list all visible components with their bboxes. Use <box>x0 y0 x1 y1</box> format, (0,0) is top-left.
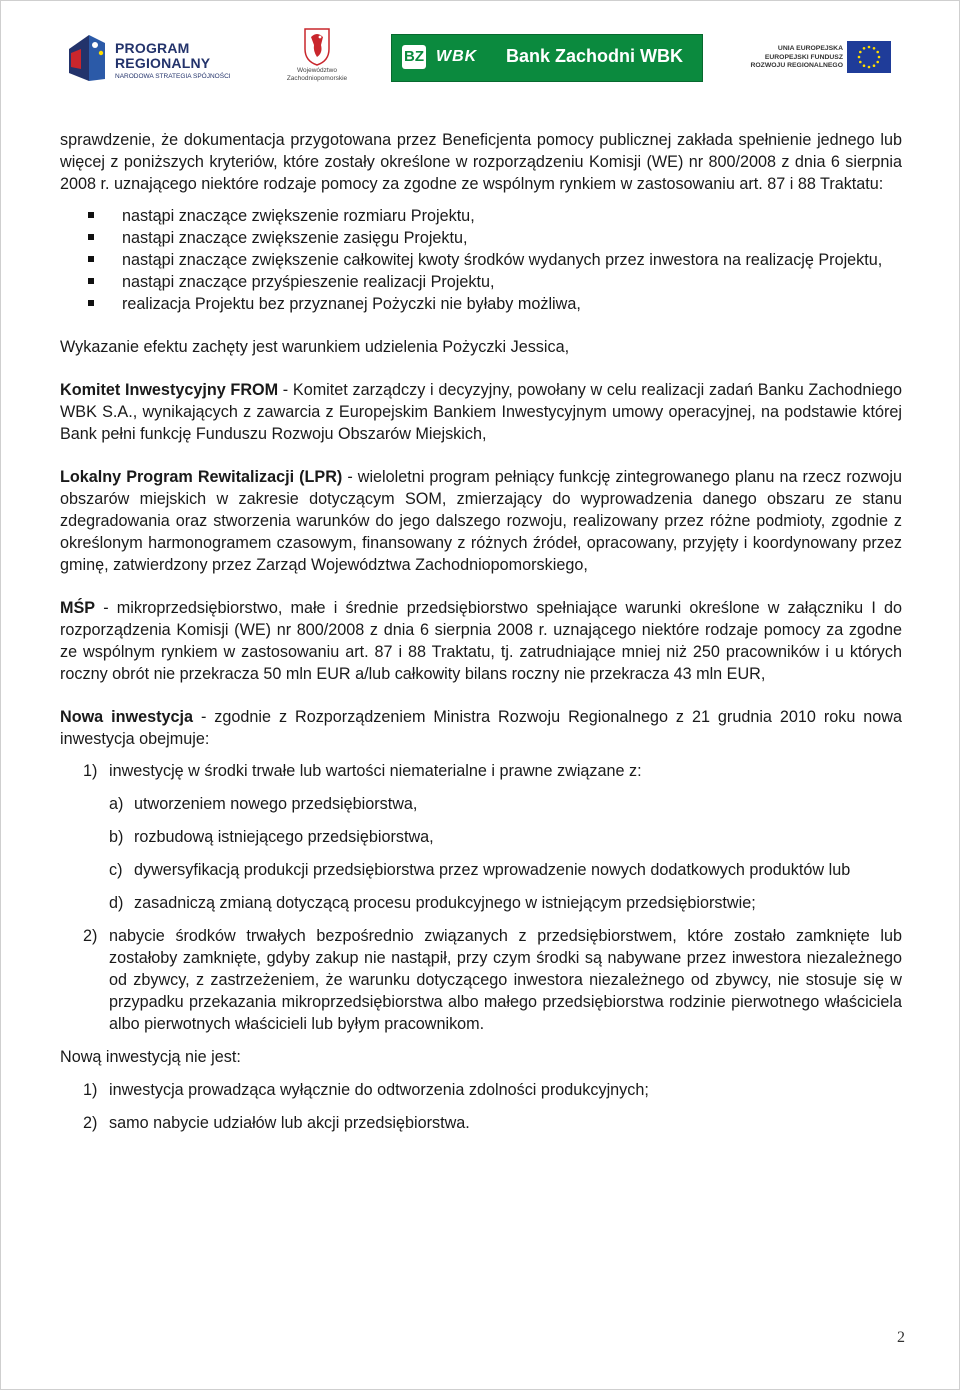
komitet-term: Komitet Inwestycyjny FROM <box>60 381 279 399</box>
incentive-paragraph: Wykazanie efektu zachęty jest warunkiem udzielenia Pożyczki Jessica, <box>60 338 570 356</box>
criteria-text: nastąpi znaczące przyśpieszenie realizacji Projektu, <box>122 273 495 291</box>
item-text: samo nabycie udziałów lub akcji przedsiębiorstwa. <box>109 1114 470 1132</box>
square-bullet-icon <box>88 256 94 262</box>
criteria-text: realizacja Projektu bez przyznanej Pożyczki nie byłaby możliwa, <box>122 295 581 313</box>
eu-line3: ROZWOJU REGIONALNEGO <box>750 62 843 69</box>
nowa-term: Nowa inwestycja <box>60 708 194 726</box>
eu-fund-logo <box>737 37 897 81</box>
criteria-bullet-3 <box>60 249 902 271</box>
investment-item-1 <box>60 760 902 782</box>
square-bullet-icon <box>88 234 94 240</box>
item-text: inwestycję w środki trwałe lub wartości niematerialne i prawne związane z: <box>109 762 642 780</box>
program-line2: REGIONALNY <box>115 55 211 71</box>
bank-zachodni-logo <box>391 34 703 82</box>
komitet-definition <box>60 379 902 445</box>
not-new-heading: Nową inwestycją nie jest: <box>60 1048 241 1066</box>
nowa-inwestycja-definition <box>60 706 902 750</box>
criteria-text: nastąpi znaczące zwiększenie całkowitej kwoty środków wydanych przez inwestora na realizację Projektu, <box>122 251 883 269</box>
msp-text: - mikroprzedsiębiorstwo, małe i średnie przedsiębiorstwo spełniające warunki określone w załączniku I do rozporządzenia Komisji (WE) nr 800/2008 z dnia 6 sierpnia 2008 r. uznającego niektóre rodzaje pomocy za zgodne ze wspólnym rynkiem w zastosowaniu art. 87 i 88 Traktatu, tj. zatrudniające mniej niż 250 pracowników i u których roczny obrót nie przekracza 50 mln EUR a/lub całkowity bilans roczny nie przekracza 43 mln EUR, <box>60 599 902 683</box>
sub-item-text: rozbudową istniejącego przedsiębiorstwa, <box>134 828 434 846</box>
program-line1: PROGRAM <box>115 40 190 56</box>
msp-term: MŚP <box>60 599 96 617</box>
not-new-item-2 <box>60 1112 902 1134</box>
eu-line2: EUROPEJSKI FUNDUSZ <box>764 53 843 61</box>
header-logos <box>1 27 960 91</box>
voivodeship-line1: Województwo <box>297 67 337 74</box>
criteria-bullet-5 <box>60 293 902 315</box>
griffin-coat-of-arms-icon <box>277 27 357 67</box>
criteria-text: nastąpi znaczące zwiększenie zasięgu Projektu, <box>122 229 468 247</box>
document-body <box>60 129 902 1134</box>
lpr-definition <box>60 466 902 576</box>
sub-item-d <box>60 892 902 914</box>
criteria-bullet-4 <box>60 271 902 293</box>
sub-item-text: zasadniczą zmianą dotyczącą procesu produkcyjnego w istniejącym przedsiębiorstwie; <box>134 894 756 912</box>
sub-item-text: dywersyfikacją produkcji przedsiębiorstwa przez wprowadzenie nowych dodatkowych produktów lub <box>134 861 851 879</box>
item-text: inwestycja prowadząca wyłącznie do odtworzenia zdolności produkcyjnych; <box>109 1081 649 1099</box>
intro-paragraph: sprawdzenie, że dokumentacja przygotowana przez Beneficjenta pomocy publicznej zakłada spełnienie jednego lub więcej z poniższych kryteriów, które zostały określone w rozporządzeniu Komisji (WE) nr 800/2008 z dnia 6 sierpnia 2008 r. uznającego niektóre rodzaje pomocy za zgodne ze wspólnym rynkiem w zastosowaniu art. 87 i 88 Traktatu: <box>60 131 902 193</box>
page-number: 2 <box>897 1329 905 1346</box>
sub-item-label: a) <box>109 795 124 813</box>
lpr-text: - wieloletni program pełniący funkcję zintegrowanego planu na rzecz rozwoju obszarów miejskich w zakresie dotyczącym SOM, zmierzający do wyprowadzenia danego obszaru ze stanu zdegradowania oraz stworzenia warunków do jego dalszego rozwoju, realizowany przez różne podmioty, zgodnie z określonym harmonogramem czasowym, finansowany z różnych źródeł, opracowany, przyjęty i koordynowany przez gminę, zatwierdzony przez Zarząd Województwa Zachodniopomorskiego, <box>60 468 903 574</box>
voivodeship-logo <box>277 27 357 89</box>
eu-flag-icon <box>847 41 891 73</box>
not-new-item-1 <box>60 1079 902 1101</box>
nowa-text: - zgodnie z Rozporządzeniem Ministra Rozwoju Regionalnego z 21 grudnia 2010 roku nowa inwestycja obejmuje: <box>60 708 902 748</box>
square-bullet-icon <box>88 212 94 218</box>
komitet-text: - Komitet zarządczy i decyzyjny, powołany w celu realizacji zadań Banku Zachodniego WBK S.A., wynikających z zawarcia z Europejskim Bankiem Inwestycyjnym umowy operacyjnej, na podstawie której Bank pełni funkcję Funduszu Rozwoju Obszarów Miejskich, <box>60 381 902 443</box>
sub-item-label: c) <box>109 861 123 879</box>
eu-line1: UNIA EUROPEJSKA <box>777 45 843 52</box>
lpr-term: Lokalny Program Rewitalizacji (LPR) <box>60 468 343 486</box>
item-text: nabycie środków trwałych bezpośrednio związanych z przedsiębiorstwem, które zostało zamknięte lub zostałoby zamknięte, gdyby zakup nie nastąpił, przy czym środki są nabywane przez inwestora niezależnego od zbywcy, z zastrzeżeniem, że warunku dotyczącego inwestora niezależnego od zbywcy, nie stosuje się w przypadku przekazania mikroprzedsiębiorstwa albo małego przedsiębiorstwa rodzinie pierwotnego właściciela albo pierwotnych właścicieli lub byłym pracownikom. <box>109 927 902 1033</box>
sub-item-a <box>60 793 902 815</box>
sub-item-c <box>60 859 902 881</box>
voivodeship-line2: Zachodniopomorskie <box>286 75 348 82</box>
investment-item-2 <box>60 925 902 1035</box>
sub-item-label: b) <box>109 828 124 846</box>
criteria-bullet-2 <box>60 227 902 249</box>
criteria-text: nastąpi znaczące zwiększenie rozmiaru Projektu, <box>122 207 475 225</box>
program-subtitle: NARODOWA STRATEGIA SPÓJNOŚCI <box>115 73 231 80</box>
item-label: 2) <box>83 1114 98 1132</box>
program-regionalny-emblem-icon <box>65 29 111 87</box>
bank-mark-icon: BZ <box>402 45 426 69</box>
square-bullet-icon <box>88 300 94 306</box>
program-regionalny-logo <box>65 29 245 87</box>
item-label: 1) <box>83 1081 98 1099</box>
sub-item-label: d) <box>109 894 124 912</box>
item-label: 1) <box>83 762 98 780</box>
msp-definition <box>60 597 902 685</box>
bank-wbk-mark: WBK <box>436 48 478 65</box>
criteria-bullet-1 <box>60 205 902 227</box>
square-bullet-icon <box>88 278 94 284</box>
sub-item-text: utworzeniem nowego przedsiębiorstwa, <box>134 795 418 813</box>
bank-name: Bank Zachodni WBK <box>506 46 684 66</box>
item-label: 2) <box>83 927 98 945</box>
sub-item-b <box>60 826 902 848</box>
